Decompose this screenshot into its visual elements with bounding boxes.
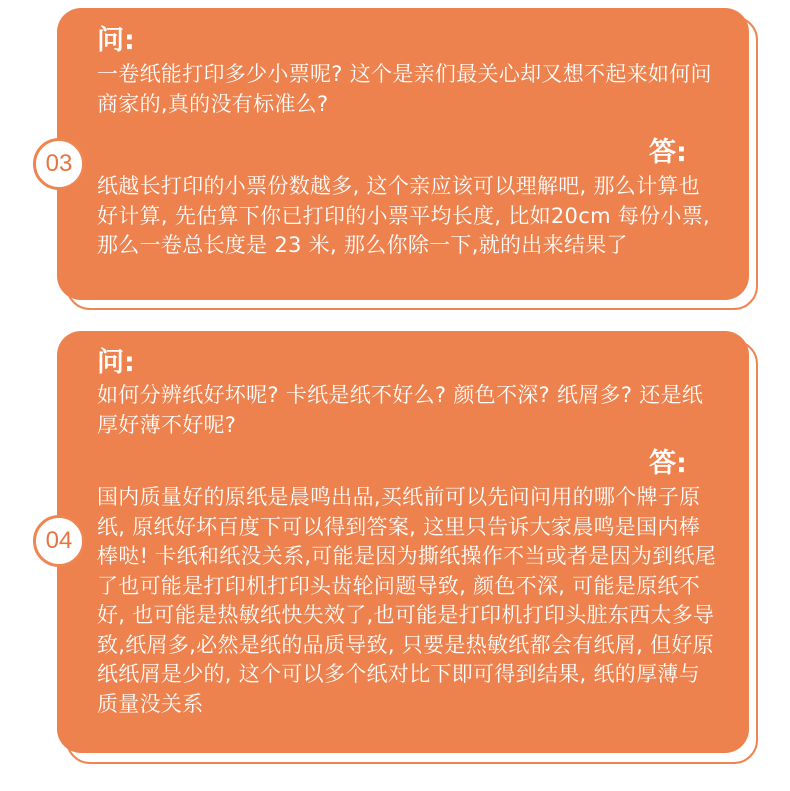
question-text: 如何分辨纸好坏呢? 卡纸是纸不好么? 颜色不深? 纸屑多? 还是纸厚好薄不好呢? <box>97 383 704 437</box>
faq-card-03 <box>57 8 749 300</box>
question-label: 问: <box>97 25 135 56</box>
question-label: 问: <box>97 347 135 378</box>
number-badge-04: 04 <box>33 515 85 567</box>
question-text: 一卷纸能打印多少小票呢? 这个是亲们最关心却又想不起来如何问商家的,真的没有标准么? <box>97 62 712 116</box>
answer-label: 答: <box>649 448 687 479</box>
answer-text: 纸越长打印的小票份数越多, 这个亲应该可以理解吧, 那么计算也好计算, 先估算下你已打印的小票平均长度, 比如20cm 每份小票, 那么一卷总长度是 23 米, 那么你除一下,就的出来结果了 <box>97 174 710 257</box>
answer-text: 国内质量好的原纸是晨鸣出品,买纸前可以先问问用的哪个牌子原纸, 原纸好坏百度下可以得到答案, 这里只告诉大家晨鸣是国内棒棒哒! 卡纸和纸没关系,可能是因为撕纸操作不当或者是因为到纸尾了也可能是打印机打印头齿轮问题导致, 颜色不深, 可能是原纸不好, 也可能是热敏纸快失效了,也可能是打印机打印头脏东西太多导致,纸屑多,必然是纸的品质导致, 只要是热敏纸都会有纸屑, 但好原纸纸屑是少的, 这个可以多个纸对比下即可得到结果, 纸的厚薄与质量没关系 <box>97 485 717 716</box>
number-badge-03: 03 <box>33 138 85 190</box>
answer-label: 答: <box>649 137 687 168</box>
faq-card-04 <box>57 331 749 753</box>
